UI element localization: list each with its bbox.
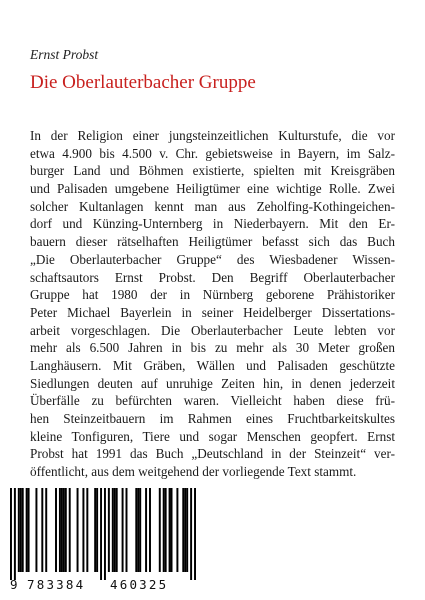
barcode-background [10, 488, 196, 580]
barcode-bar [26, 488, 28, 572]
barcode-bar [112, 488, 114, 572]
blurb-line: mehr als 6.500 Jahren in bis zu mehr als 30 Meter großen [30, 340, 395, 356]
blurb-line: Langhäusern. Mit Gräben, Wällen und Palisaden geschützte [30, 357, 395, 373]
blurb-line: Siedlungen deuten auf unruhige Zeiten hin, in denen jederzeit [30, 375, 395, 391]
barcode-bar [184, 488, 186, 572]
barcode-bar [100, 488, 102, 580]
blurb-line: Probst hat 1991 das Buch „Deutschland in der Steinzeit“ ver- [30, 446, 395, 462]
barcode-bar [135, 488, 137, 572]
barcode-bar [61, 488, 63, 572]
isbn-barcode [0, 488, 200, 600]
barcode-bar [190, 488, 192, 580]
barcode-bar [186, 488, 188, 572]
barcode-bar [10, 488, 12, 580]
barcode-bar [69, 488, 71, 572]
blurb-line: „Die Oberlauterbacher Gruppe“ des Wiesbadener Wissen- [30, 251, 395, 267]
blurb-text [30, 127, 395, 481]
barcode-bar [22, 488, 24, 572]
blurb-line: kleine Tonfiguren, Tiere und sogar Menschen geopfert. Ernst [30, 428, 395, 444]
barcode-bar [194, 488, 196, 580]
blurb-line: schaftsautors Ernst Probst. Den Begriff Oberlauterbacher [30, 269, 395, 285]
barcode-bar [163, 488, 165, 572]
barcode-bar [116, 488, 118, 572]
blurb-line: In der Religion einer jungsteinzeitlichen Kulturstufe, die vor [30, 128, 395, 143]
blurb-line: etwa 4.900 bis 4.500 v. Chr. gebietsweise in Bayern, im Salz- [30, 145, 395, 161]
barcode-bar [14, 488, 16, 580]
barcode-bar [77, 488, 79, 572]
barcode-digits-left: 783384 [27, 577, 86, 592]
blurb-line: öffentlicht, aus dem weitgehend der vorliegende Text stammt. [30, 464, 357, 480]
barcode-bar [104, 488, 106, 580]
book-title: Die Oberlauterbacher Gruppe [30, 72, 256, 93]
barcode-bars [10, 488, 196, 580]
barcode-bar [108, 488, 110, 572]
barcode-bar [20, 488, 22, 572]
barcode-bar [59, 488, 61, 572]
barcode-bar [63, 488, 65, 572]
barcode-bar [18, 488, 20, 572]
blurb-line: solcher Kultanlagen kennt man aus Zeholfing-Kothingeichen- [30, 198, 395, 214]
barcode-bar [169, 488, 171, 572]
barcode-bar [86, 488, 88, 572]
barcode-bar [82, 488, 84, 572]
barcode-bar [35, 488, 37, 572]
barcode-digit-first: 9 [10, 577, 20, 592]
barcode-bar [28, 488, 30, 572]
barcode-bar [114, 488, 116, 572]
barcode-digits [10, 577, 196, 597]
barcode-bar [145, 488, 147, 572]
barcode-bar [159, 488, 161, 572]
barcode-bar [94, 488, 96, 572]
blurb-line: dorf und Künzing-Unternberg in Niederbayern. Mit den Er- [30, 216, 395, 232]
blurb-line: Überfälle zu befürchten waren. Vielleicht haben diese frü- [30, 393, 395, 409]
barcode-bar [137, 488, 139, 572]
barcode-bar [55, 488, 57, 572]
blurb-line: bauern dieser rätselhaften Heiligtümer befasst sich das Buch [30, 234, 395, 250]
barcode-bar [96, 488, 98, 572]
blurb-line: arbeit vorgeschlagen. Die Oberlauterbacher Leute lebten vor [30, 322, 395, 338]
barcode-digits-right: 460325 [110, 577, 169, 592]
blurb-line: hen Steinzeitbauern im Rahmen eines Fruchtbarkeitskultes [30, 411, 395, 426]
blurb-line: burger Land und Böhmen existierte, spielten mit Kreisgräben [30, 163, 395, 179]
barcode-bar [41, 488, 43, 572]
barcode-bar [139, 488, 141, 572]
barcode-bar [122, 488, 124, 572]
barcode-bar [65, 488, 67, 572]
barcode-bar [126, 488, 128, 572]
barcode-bar [182, 488, 184, 572]
barcode-bar [149, 488, 151, 572]
barcode-bar [45, 488, 47, 572]
barcode-bar [176, 488, 178, 572]
barcode-bar [171, 488, 173, 572]
blurb-line: Gruppe hat 1980 der in Nürnberg geborene Prähistoriker [30, 287, 395, 303]
blurb-line: und Palisaden umgebene Heiligtümer eine wichtige Rolle. Zwei [30, 181, 395, 197]
barcode-bar [165, 488, 167, 572]
blurb-line: Peter Michael Bayerlein in seiner Heidelberger Dissertations- [30, 304, 395, 320]
author-name: Ernst Probst [30, 47, 99, 62]
